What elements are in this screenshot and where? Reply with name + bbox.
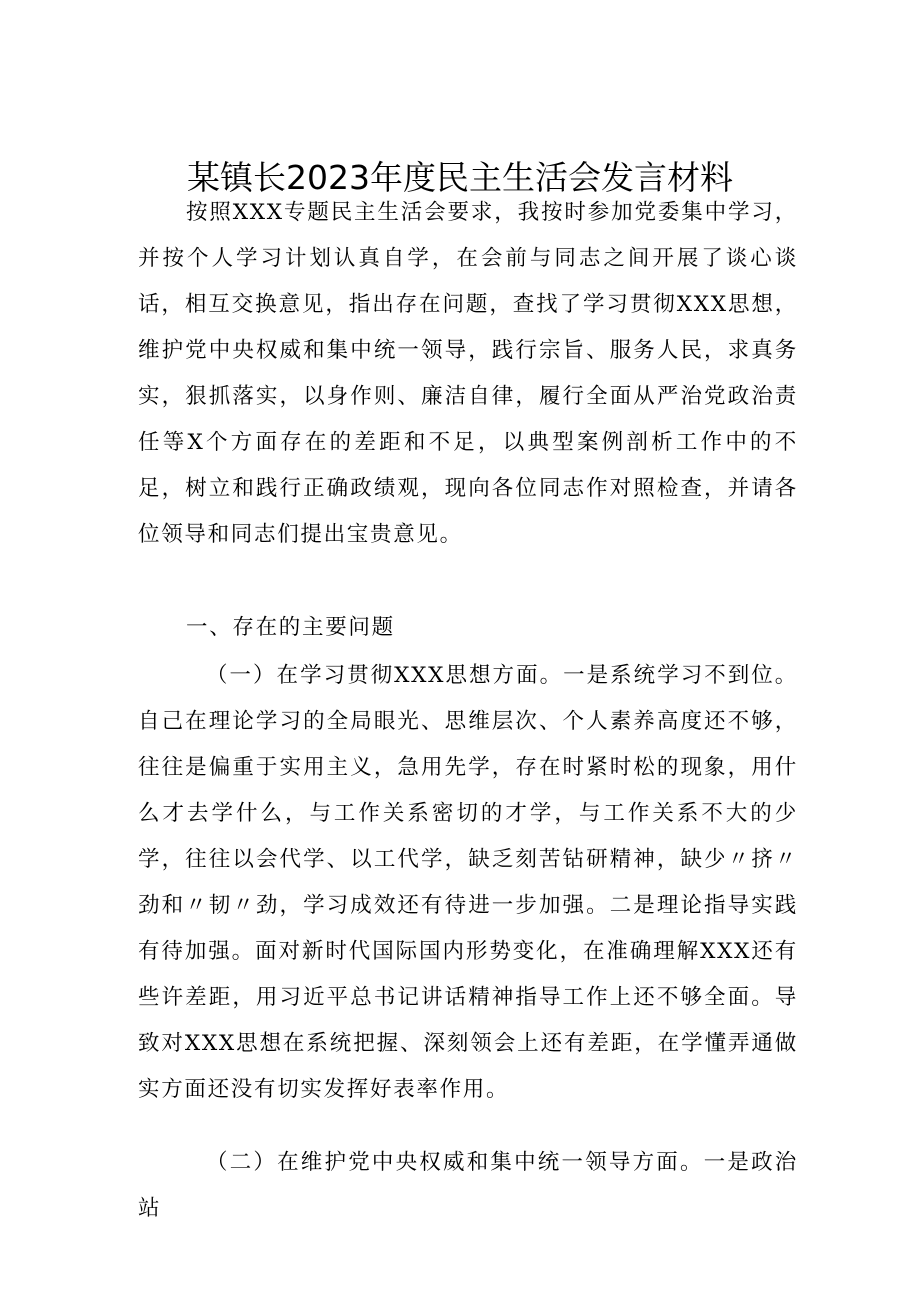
document-title: 某镇长2023年度民主生活会发言材料 [187,158,733,197]
intro-paragraph: 按照XXX专题民主生活会要求，我按时参加党委集中学习，并按个人学习计划认真自学，在会前与同志之间开展了谈心谈话，相互交换意见，指出存在问题，查找了学习贯彻XXX思想，维护党中央权威和集中统一领导，践行宗旨、服务人民，求真务实，狠抓落实，以身作则、廉洁自律，履行全面从严治党政治责任等X个方面存在的差距和不足，以典型案例剖析工作中的不足，树立和践行正确政绩观，现向各位同志作对照检查，并请各位领导和同志们提出宝贵意见。 [138,200,798,547]
item-two-paragraph: （二）在维护党中央权威和集中统一领导方面。一是政治站 [138,1150,798,1221]
item-one-paragraph: （一）在学习贯彻XXX思想方面。一是系统学习不到位。自己在理论学习的全局眼光、思维层次、个人素养高度还不够，往往是偏重于实用主义，急用先学，存在时紧时松的现象，用什么才去学什么，与工作关系密切的才学，与工作关系不大的少学，往往以会代学、以工代学，缺乏刻苦钻研精神，缺少〃挤〃劲和〃韧〃劲，学习成效还有待进一步加强。二是理论指导实践有待加强。面对新时代国际国内形势变化，在准确理解XXX还有些许差距，用习近平总书记讲话精神指导工作上还不够全面。导致对XXX思想在系统把握、深刻领会上还有差距，在学懂弄通做实方面还没有切实发挥好表率作用。 [138,663,798,1102]
section-heading: 一、存在的主要问题 [186,615,395,640]
